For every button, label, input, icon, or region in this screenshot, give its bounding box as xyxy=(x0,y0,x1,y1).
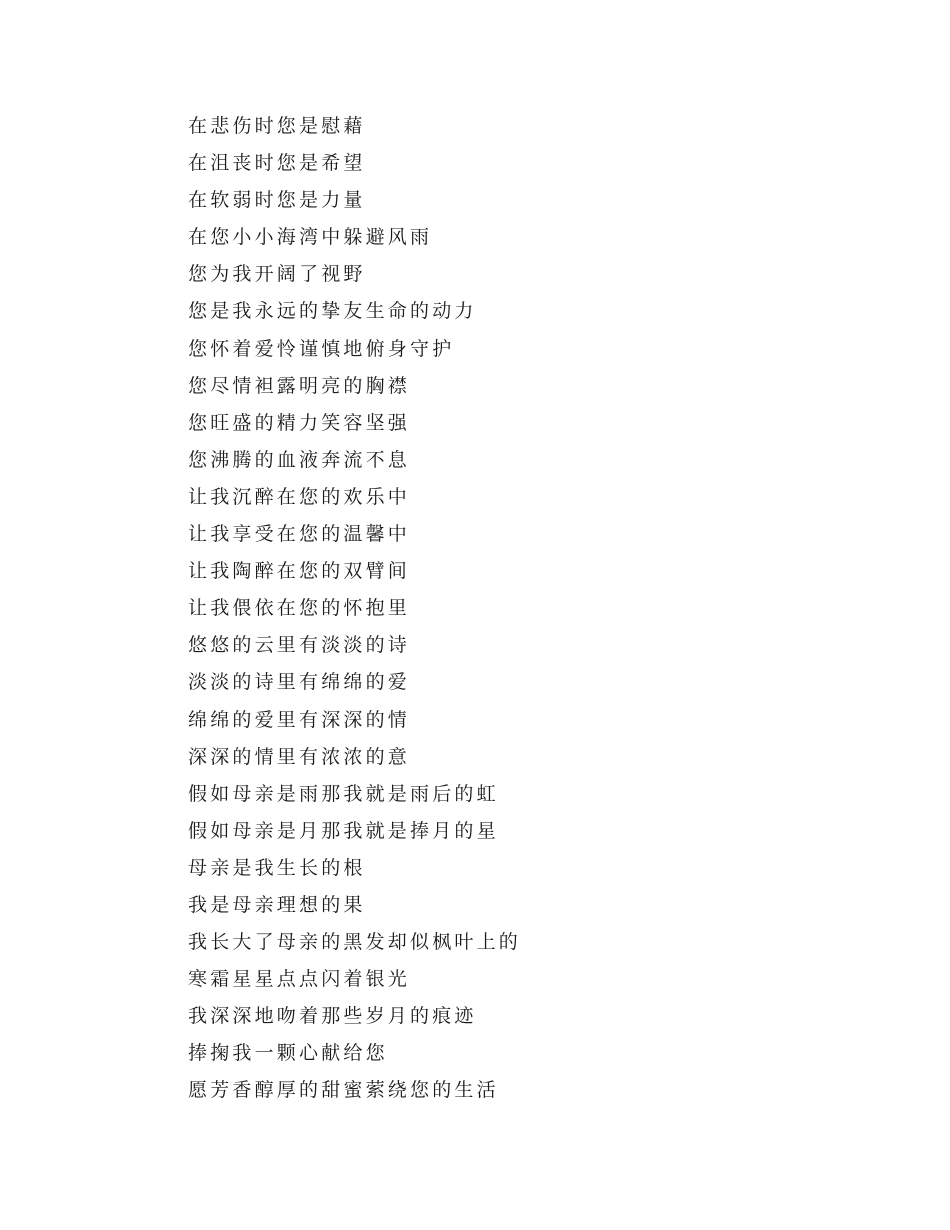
poem-line: 绵绵的爱里有深深的情 xyxy=(188,708,411,731)
poem-line: 让我享受在您的温馨中 xyxy=(188,523,411,546)
poem-line: 让我沉醉在您的欢乐中 xyxy=(188,485,411,508)
poem-line: 深深的情里有浓浓的意 xyxy=(188,745,411,768)
poem-line: 让我偎依在您的怀抱里 xyxy=(188,597,411,620)
poem-line: 愿芳香醇厚的甜蜜萦绕您的生活 xyxy=(188,1079,499,1102)
poem-line: 我深深地吻着那些岁月的痕迹 xyxy=(188,1005,477,1028)
poem-line: 您是我永远的挚友生命的动力 xyxy=(188,300,477,323)
poem-line: 您尽情袒露明亮的胸襟 xyxy=(188,374,411,397)
poem-text xyxy=(188,108,521,1110)
poem-line: 您旺盛的精力笑容坚强 xyxy=(188,411,411,434)
poem-line: 假如母亲是月那我就是捧月的星 xyxy=(188,819,499,842)
poem-line: 在沮丧时您是希望 xyxy=(188,152,366,175)
poem-line: 淡淡的诗里有绵绵的爱 xyxy=(188,671,411,694)
poem-line: 寒霜星星点点闪着银光 xyxy=(188,968,411,991)
poem-line: 母亲是我生长的根 xyxy=(188,856,366,879)
poem-line: 悠悠的云里有淡淡的诗 xyxy=(188,634,411,657)
poem-line: 让我陶醉在您的双臂间 xyxy=(188,560,411,583)
poem-line: 您怀着爱怜谨慎地俯身守护 xyxy=(188,337,455,360)
poem-line: 您沸腾的血液奔流不息 xyxy=(188,448,411,471)
poem-line: 捧掬我一颗心献给您 xyxy=(188,1042,388,1065)
poem-line: 假如母亲是雨那我就是雨后的虹 xyxy=(188,782,499,805)
poem-line: 在软弱时您是力量 xyxy=(188,189,366,212)
poem-line: 在悲伤时您是慰藉 xyxy=(188,115,366,137)
poem-line: 我长大了母亲的黑发却似枫叶上的 xyxy=(188,931,522,954)
poem-line: 我是母亲理想的果 xyxy=(188,893,366,916)
poem-line: 在您小小海湾中躲避风雨 xyxy=(188,226,433,249)
poem-line: 您为我开阔了视野 xyxy=(188,263,366,286)
